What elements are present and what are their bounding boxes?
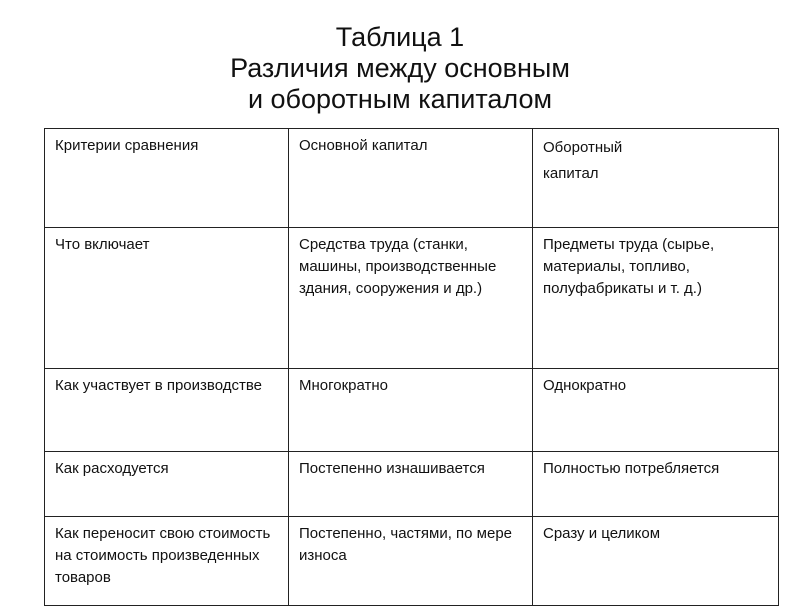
fixed-capital-text: Средства труда (станки, машины, производственные здания, сооружения и др.) — [299, 236, 497, 297]
table-row — [45, 228, 779, 369]
table-cell — [289, 228, 533, 369]
header-cell-criteria — [45, 129, 289, 228]
criterion-text: Как расходуется — [55, 460, 169, 477]
table-cell — [45, 228, 289, 369]
working-capital-text: Сразу и целиком — [543, 525, 661, 542]
working-capital-text: Однократно — [543, 377, 627, 394]
header-cell-working-capital — [533, 129, 779, 228]
table-caption — [0, 22, 800, 115]
table-row — [45, 517, 779, 606]
table-row — [45, 369, 779, 452]
fixed-capital-text: Постепенно изнашивается — [299, 460, 485, 477]
criterion-text: Как переносит свою стоимость на стоимость произведенных товаров — [55, 525, 271, 586]
caption-table-number: Таблица 1 — [335, 22, 465, 52]
fixed-capital-text: Многократно — [299, 377, 389, 394]
table-cell — [289, 517, 533, 606]
table-cell — [289, 452, 533, 517]
header-criteria-text: Критерии сравнения — [55, 137, 199, 154]
table-cell — [289, 369, 533, 452]
table-row — [45, 452, 779, 517]
table-header-row — [45, 129, 779, 228]
working-capital-text: Полностью потребляется — [543, 460, 720, 477]
table-cell — [533, 369, 779, 452]
table-cell — [45, 369, 289, 452]
table-cell — [533, 228, 779, 369]
criterion-text: Как участвует в производстве — [55, 377, 262, 394]
header-working-capital-text: Оборотный капитал — [543, 139, 623, 182]
header-cell-fixed-capital — [289, 129, 533, 228]
header-fixed-capital-text: Основной капитал — [299, 137, 428, 154]
table-cell — [533, 517, 779, 606]
fixed-capital-text: Постепенно, частями, по мере износа — [299, 525, 513, 564]
table-cell — [45, 517, 289, 606]
working-capital-text: Предметы труда (сырье, материалы, топливо, полуфабрикаты и т. д.) — [543, 236, 715, 297]
caption-title-line-1: Различия между основным — [230, 53, 570, 83]
table-cell — [533, 452, 779, 517]
criterion-text: Что включает — [55, 236, 150, 253]
caption-title-line-2: и оборотным капиталом — [247, 84, 553, 114]
table-cell — [45, 452, 289, 517]
comparison-table — [44, 128, 779, 606]
